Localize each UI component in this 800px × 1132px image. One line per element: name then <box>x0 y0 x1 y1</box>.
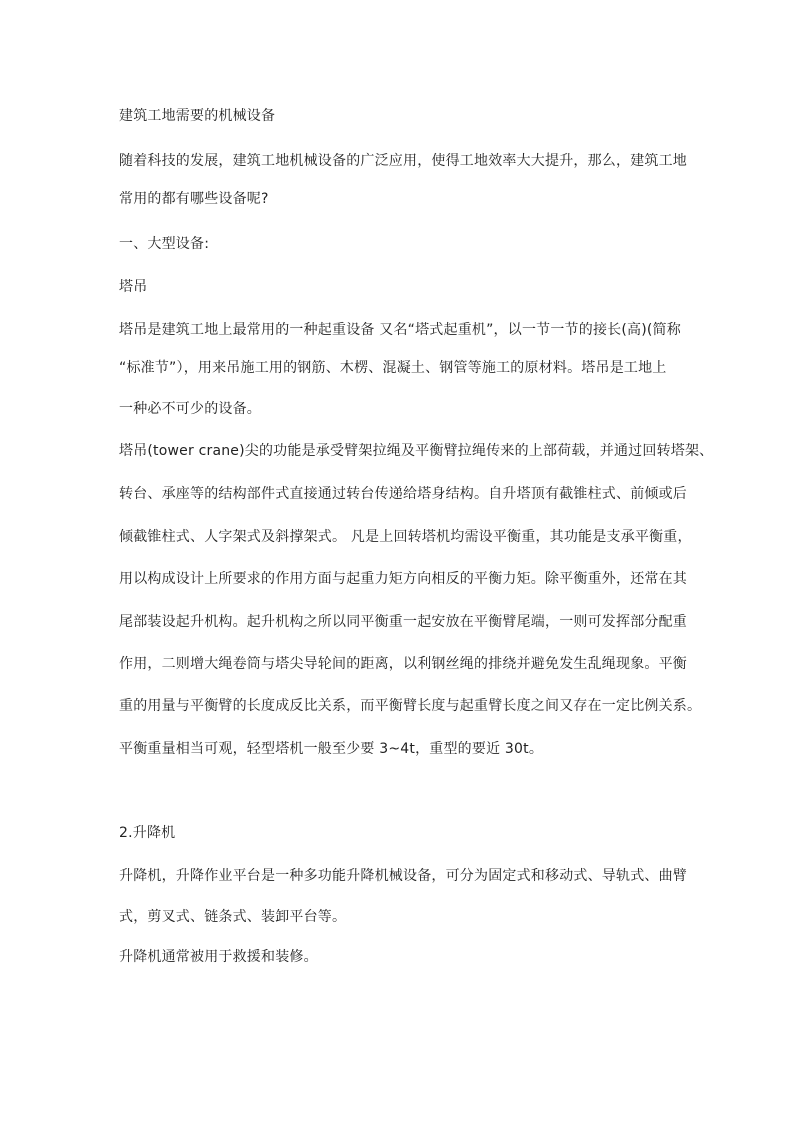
subheading-elevator: 2.升降机 <box>119 825 176 841</box>
doc-title: 建筑工地需要的机械设备 <box>119 108 276 124</box>
tower-crane-para2-line7: 重的用量与平衡臂的长度成反比关系，而平衡臂长度与起重臂长度之间又存在一定比例关系。 <box>119 698 702 714</box>
tower-crane-para2-line3: 倾截锥柱式、人字架式及斜撑架式。 凡是上回转塔机均需设平衡重，其功能是支承平衡重， <box>119 529 692 545</box>
tower-crane-para2-line1: 塔吊(tower crane)尖的功能是承受臂架拉绳及平衡臂拉绳传来的上部荷载，并通过回转塔架、 <box>119 443 714 459</box>
intro-line-2: 常用的都有哪些设备呢? <box>119 191 269 207</box>
tower-crane-para2-line6: 作用，二则增大绳卷筒与塔尖导轮间的距离，以利钢丝绳的排绕并避免发生乱绳现象。平衡 <box>119 656 687 672</box>
tower-crane-para1-line1: 塔吊是建筑工地上最常用的一种起重设备 又名“塔式起重机”，以一节一节的接长(高)(简称 <box>119 322 681 338</box>
tower-crane-para1-line2: “标准节”），用来吊施工用的钢筋、木楞、混凝土、钢管等施工的原材料。塔吊是工地上 <box>119 360 667 376</box>
tower-crane-para2-line8: 平衡重量相当可观，轻型塔机一般至少要 3~4t，重型的要近 30t。 <box>119 741 544 757</box>
elevator-para1-line2: 式，剪叉式、链条式、装卸平台等。 <box>119 909 347 925</box>
tower-crane-para1-line3: 一种必不可少的设备。 <box>119 401 261 417</box>
section-heading-large-equipment: 一、大型设备: <box>119 236 210 252</box>
subheading-tower-crane: 塔吊 <box>119 279 148 295</box>
tower-crane-para2-line5: 尾部装设起升机构。起升机构之所以同平衡重一起安放在平衡臂尾端，一则可发挥部分配重 <box>119 614 687 630</box>
tower-crane-para2-line4: 用以构成设计上所要求的作用方面与起重力矩方向相反的平衡力矩。除平衡重外，还常在其 <box>119 571 687 587</box>
tower-crane-para2-line2: 转台、承座等的结构部件式直接通过转台传递给塔身结构。自升塔顶有截锥柱式、前倾或后 <box>119 486 687 502</box>
elevator-para1-line1: 升降机，升降作业平台是一种多功能升降机械设备，可分为固定式和移动式、导轨式、曲臂 <box>119 868 687 884</box>
intro-line-1: 随着科技的发展，建筑工地机械设备的广泛应用，使得工地效率大大提升，那么，建筑工地 <box>119 153 687 169</box>
elevator-para2-line1: 升降机通常被用于救援和装修。 <box>119 949 318 965</box>
